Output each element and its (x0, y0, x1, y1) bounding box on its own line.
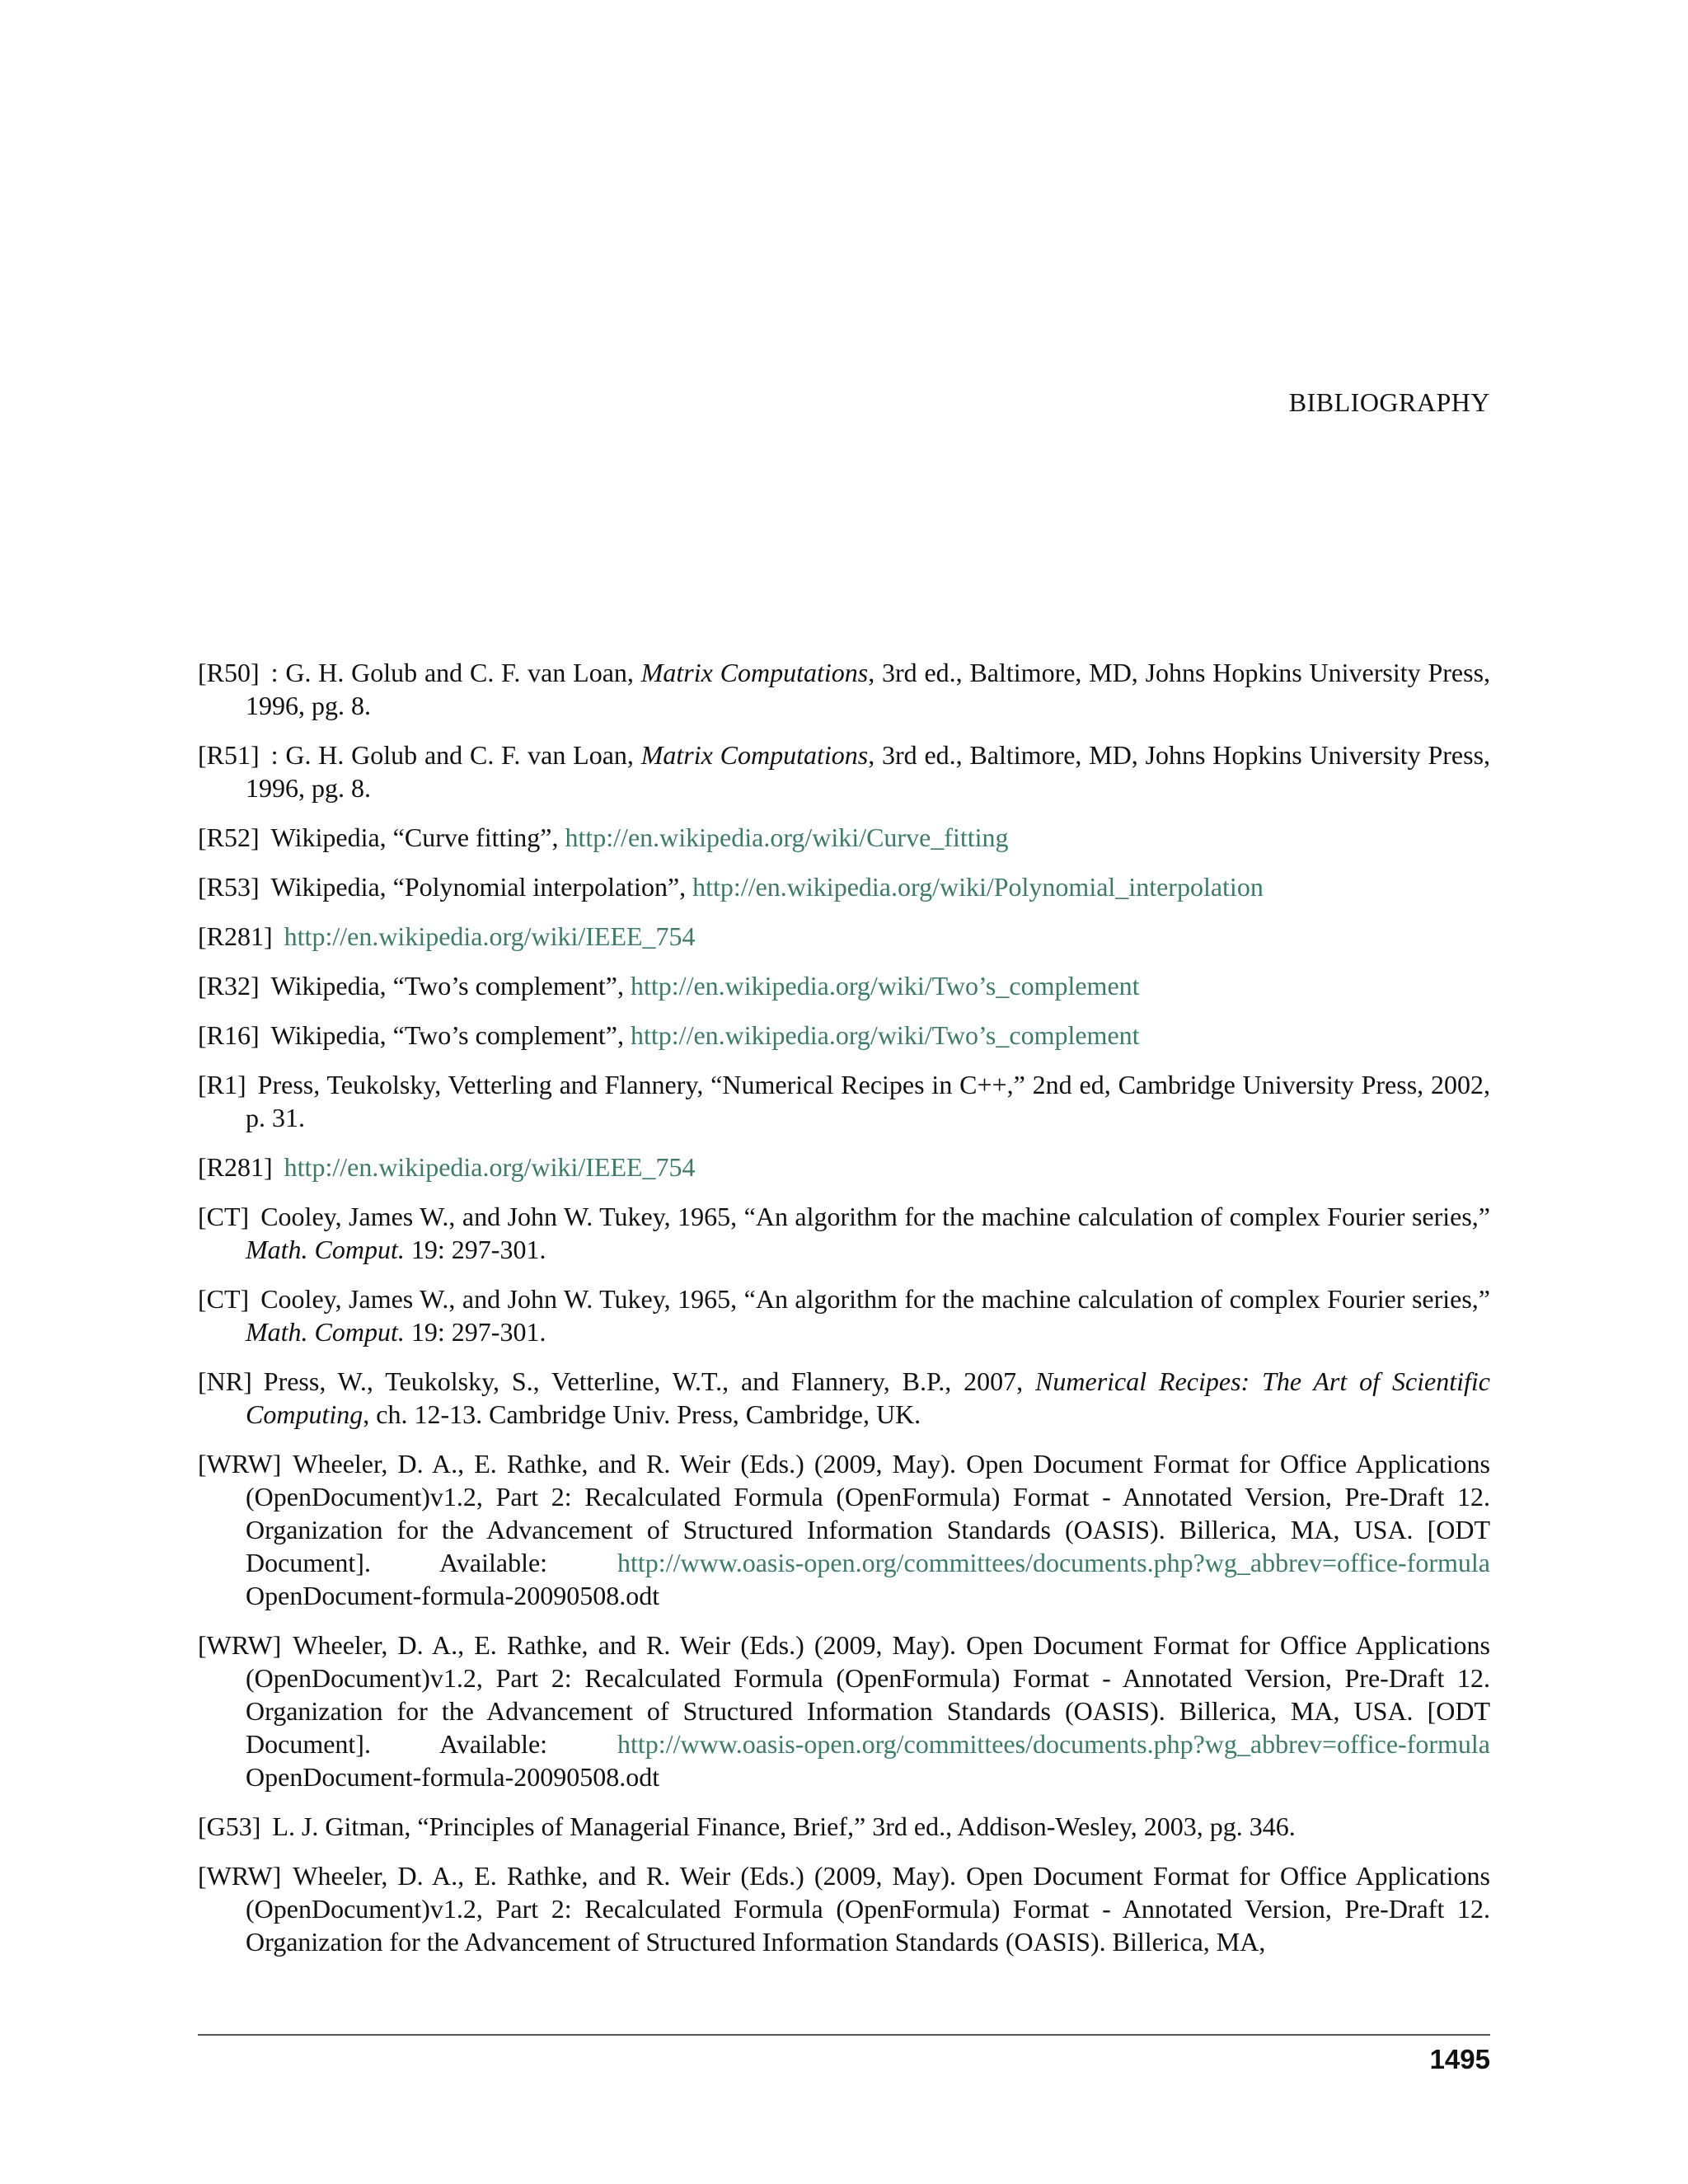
bib-entry-label: [R281] (198, 921, 273, 951)
bib-entry-label: [NR] (198, 1366, 252, 1396)
bib-entry-link[interactable]: http://www.oasis-open.org/committees/documents.php?wg_abbrev=office-formula (617, 1729, 1490, 1759)
bib-entry-label: [WRW] (198, 1861, 282, 1891)
bib-entry-link[interactable]: http://en.wikipedia.org/wiki/IEEE_754 (284, 921, 696, 951)
bib-entry (198, 821, 1490, 854)
bib-entry-label: [WRW] (198, 1630, 282, 1660)
bib-entry-text: Wikipedia, “Polynomial interpolation”, (270, 872, 693, 902)
bib-entry-text: 19: 297-301. (404, 1317, 546, 1347)
bib-entry-label: [R51] (198, 740, 260, 770)
bib-entry-link[interactable]: http://en.wikipedia.org/wiki/Two’s_complement (631, 1020, 1140, 1050)
bib-entry (198, 1859, 1490, 1958)
bib-entry-title: Matrix Computations (640, 740, 869, 770)
bib-entry-label: [R50] (198, 658, 260, 687)
bib-entry-text: : G. H. Golub and C. F. van Loan, (270, 740, 641, 770)
bib-entry-label: [R52] (198, 823, 260, 852)
bib-entry-link[interactable]: http://en.wikipedia.org/wiki/Curve_fitting (565, 823, 1009, 852)
bib-entry-label: [G53] (198, 1811, 261, 1841)
bib-entry-text: Wikipedia, “Curve fitting”, (270, 823, 565, 852)
page-number: 1495 (1429, 2044, 1490, 2074)
bib-entry-text: , 3rd ed., Baltimore, MD, Johns Hopkins University Press, 1996, pg. 8. (246, 740, 1491, 803)
bib-entry (198, 870, 1490, 903)
bib-entry (198, 1447, 1490, 1612)
bib-entry-link[interactable]: http://en.wikipedia.org/wiki/IEEE_754 (284, 1152, 696, 1182)
bib-entry-text: , 3rd ed., Baltimore, MD, Johns Hopkins University Press, 1996, pg. 8. (246, 658, 1491, 720)
bib-entry-label: [R53] (198, 872, 260, 902)
running-header: BIBLIOGRAPHY (1288, 387, 1490, 417)
bib-entry-title: Math. Comput. (246, 1235, 405, 1264)
bib-entry (198, 1282, 1490, 1348)
bib-entry-label: [R1] (198, 1070, 246, 1099)
bib-entry-label: [CT] (198, 1202, 250, 1231)
bib-entry-text: Press, Teukolsky, Vetterling and Flannery, “Numerical Recipes in C++,” 2nd ed, Cambridge University Press, 2002, p. 31. (246, 1070, 1490, 1132)
bib-entry-text: L. J. Gitman, “Principles of Managerial Finance, Brief,” 3rd ed., Addison-Wesley, 2003, pg. 346. (272, 1811, 1296, 1841)
bib-entry-text: Wheeler, D. A., E. Rathke, and R. Weir (Eds.) (2009, May). Open Document Format for Office Applications (OpenDocument)v1.2, Part 2: Recalculated Formula (OpenFormula) Format - Annotated Version, Pre-Draft 12. Organization for the Advancement of Structured Information Standards (OASIS). Billerica, MA, USA. [ODT Document]. Available: (246, 1630, 1490, 1759)
bib-entry-label: [R32] (198, 971, 260, 1001)
bib-entry (198, 1068, 1490, 1134)
bib-entry (198, 1200, 1490, 1266)
bib-entry (198, 1810, 1490, 1843)
bib-entry-text: OpenDocument-formula-20090508.odt (246, 1762, 660, 1792)
footer-rule (198, 2034, 1490, 2036)
bib-entry-text: Wikipedia, “Two’s complement”, (270, 971, 631, 1001)
bib-entry-text: Press, W., Teukolsky, S., Vetterline, W.T., and Flannery, B.P., 2007, (263, 1366, 1036, 1396)
bibliography-list (198, 656, 1490, 1975)
bib-entry-link[interactable]: http://en.wikipedia.org/wiki/Polynomial_interpolation (692, 872, 1264, 902)
bib-entry-label: [WRW] (198, 1449, 282, 1479)
bib-entry-title: Math. Comput. (246, 1317, 405, 1347)
bib-entry (198, 969, 1490, 1002)
bib-entry-text: Cooley, James W., and John W. Tukey, 1965, “An algorithm for the machine calculation of complex Fourier series,” (260, 1284, 1490, 1314)
bib-entry (198, 1019, 1490, 1052)
bib-entry-text: Wheeler, D. A., E. Rathke, and R. Weir (Eds.) (2009, May). Open Document Format for Office Applications (OpenDocument)v1.2, Part 2: Recalculated Formula (OpenFormula) Format - Annotated Version, Pre-Draft 12. Organization for the Advancement of Structured Information Standards (OASIS). Billerica, MA, (246, 1861, 1490, 1957)
bib-entry-text: 19: 297-301. (404, 1235, 546, 1264)
bib-entry-title: Matrix Computations (640, 658, 869, 687)
bib-entry (198, 1365, 1490, 1431)
bib-entry-link[interactable]: http://en.wikipedia.org/wiki/Two’s_complement (631, 971, 1140, 1001)
bib-entry (198, 656, 1490, 722)
bib-entry-text: OpenDocument-formula-20090508.odt (246, 1581, 660, 1610)
bib-entry-text: , ch. 12-13. Cambridge Univ. Press, Cambridge, UK. (363, 1399, 921, 1429)
bib-entry-label: [R281] (198, 1152, 273, 1182)
bib-entry (198, 1629, 1490, 1793)
bib-entry-title: Numerical Recipes: The Art of Scientific Computing (246, 1366, 1491, 1429)
bib-entry-text: Wikipedia, “Two’s complement”, (270, 1020, 631, 1050)
bib-entry-text: Cooley, James W., and John W. Tukey, 1965, “An algorithm for the machine calculation of complex Fourier series,” (260, 1202, 1490, 1231)
bib-entry-text: Wheeler, D. A., E. Rathke, and R. Weir (Eds.) (2009, May). Open Document Format for Office Applications (OpenDocument)v1.2, Part 2: Recalculated Formula (OpenFormula) Format - Annotated Version, Pre-Draft 12. Organization for the Advancement of Structured Information Standards (OASIS). Billerica, MA, USA. [ODT Document]. Available: (246, 1449, 1490, 1577)
bib-entry-label: [R16] (198, 1020, 260, 1050)
bib-entry (198, 1151, 1490, 1183)
bib-entry-label: [CT] (198, 1284, 250, 1314)
bib-entry-text: : G. H. Golub and C. F. van Loan, (270, 658, 641, 687)
bib-entry (198, 920, 1490, 953)
bib-entry (198, 738, 1490, 804)
bib-entry-link[interactable]: http://www.oasis-open.org/committees/documents.php?wg_abbrev=office-formula (617, 1548, 1490, 1577)
